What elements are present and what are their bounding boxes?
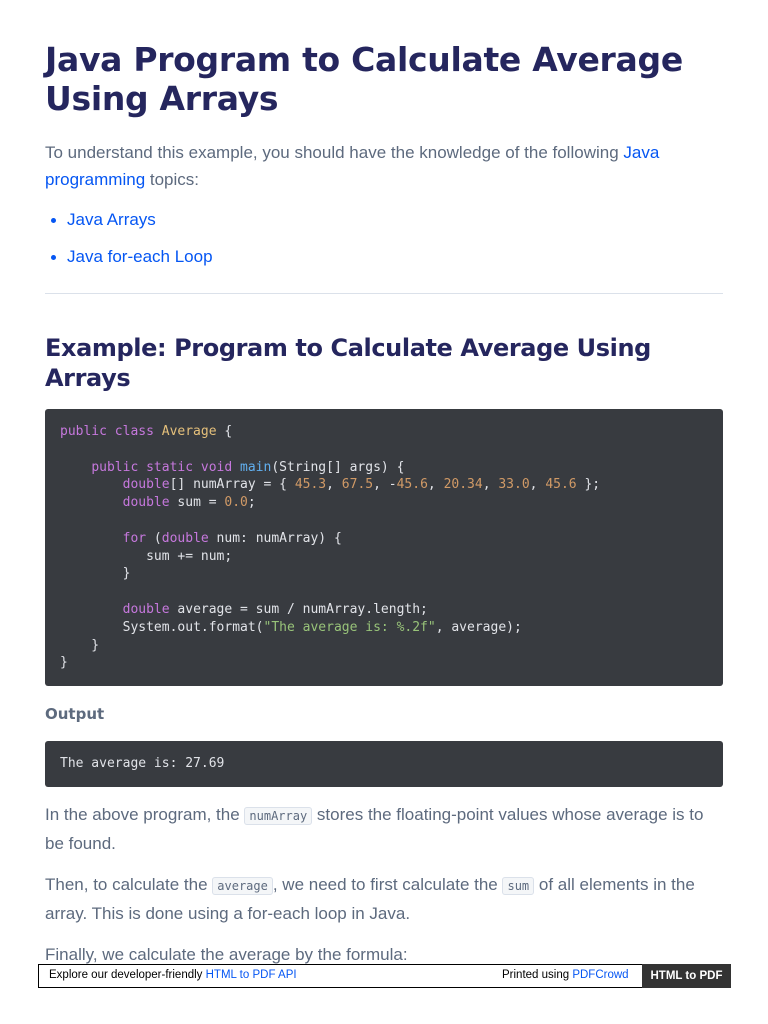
code-number: 45.6: [545, 477, 577, 493]
html-to-pdf-button[interactable]: HTML to PDF: [642, 964, 731, 988]
para-text: stores the floating-point values whose average is to be found.: [45, 805, 704, 854]
code-type: double: [122, 495, 170, 511]
code-type: double: [161, 530, 209, 546]
explanation-paragraph: Finally, we calculate the average by the formula:: [45, 945, 408, 965]
code-indent: [60, 620, 123, 635]
intro-paragraph: [45, 139, 723, 193]
code-line: [60, 476, 708, 494]
code-text: [] numArray = {: [169, 477, 295, 493]
footer-left: [49, 969, 297, 981]
explanation-paragraph: [45, 871, 723, 927]
para-text: , we need to first calculate the: [272, 875, 503, 895]
code-text: sum =: [169, 495, 225, 511]
code-keyword: public static void: [91, 459, 241, 475]
java-programming-link[interactable]: Java programming: [45, 143, 660, 189]
output-label: Output: [45, 705, 105, 724]
code-indent: [60, 602, 123, 617]
code-function-name: main: [240, 459, 272, 475]
list-item: [45, 209, 723, 231]
code-keyword: for: [122, 530, 147, 546]
code-line: }: [60, 566, 131, 582]
code-type: double: [122, 477, 170, 493]
topics-list: [45, 209, 723, 268]
code-type: double: [122, 601, 170, 617]
code-text: {: [216, 424, 233, 439]
article: [45, 40, 723, 968]
code-line: [60, 601, 708, 619]
para-text: Then, to calculate the: [45, 875, 213, 895]
inline-code: numArray: [244, 807, 312, 825]
code-sep: ,: [373, 477, 389, 493]
code-text: System.out.format(: [122, 619, 264, 635]
list-item: [45, 246, 723, 268]
code-indent: [60, 477, 123, 492]
code-indent: [60, 460, 91, 475]
footer-text: Explore our developer-friendly: [49, 969, 206, 981]
code-number: 67.5: [341, 477, 374, 493]
code-class-name: Average: [161, 424, 217, 439]
pdf-footer-bar: [38, 964, 731, 988]
intro-text: To understand this example, you should have the knowledge of the following: [45, 143, 624, 162]
pdfcrowd-link[interactable]: PDFCrowd: [572, 969, 629, 981]
code-sep: ,: [482, 477, 499, 493]
inline-code: sum: [502, 877, 534, 895]
code-sep: ,: [326, 477, 342, 493]
code-line: [60, 459, 708, 477]
code-line-blank: [60, 583, 708, 601]
code-indent: [60, 495, 123, 510]
explanation-paragraph: [45, 801, 723, 857]
code-operator: -: [388, 477, 397, 493]
code-indent: [60, 531, 123, 546]
page-title: Java Program to Calculate Average Using Arrays: [45, 40, 683, 118]
code-number: 45.3: [294, 477, 327, 493]
code-line: [60, 619, 708, 637]
code-keyword: public class: [60, 424, 162, 439]
code-line: [60, 423, 708, 441]
example-heading: Example: Program to Calculate Average Using Arrays: [45, 334, 651, 392]
output-block: The average is: 27.69: [45, 741, 723, 787]
code-number: 20.34: [443, 477, 483, 493]
para-text: In the above program, the: [45, 805, 245, 825]
code-line-blank: [60, 512, 708, 530]
code-text: ;: [247, 495, 256, 511]
code-text: (: [146, 530, 162, 546]
footer-mid: [502, 969, 629, 981]
code-block: [45, 409, 723, 686]
para-text: of all elements in the array. This is done using a for-each loop in Java.: [45, 875, 695, 924]
intro-text-end: topics:: [145, 170, 200, 189]
code-line: sum += num;: [60, 548, 233, 564]
footer-text: Printed using: [502, 969, 573, 981]
code-line: [60, 494, 708, 512]
code-number: 0.0: [224, 495, 248, 511]
code-number: 33.0: [498, 477, 530, 493]
code-text: (String[] args) {: [271, 459, 405, 475]
code-text: };: [576, 477, 601, 493]
bullet-icon: [51, 255, 56, 260]
code-text: average = sum / numArray.length;: [169, 601, 428, 617]
java-for-each-loop-link[interactable]: Java for-each Loop: [67, 247, 213, 266]
bullet-icon: [51, 218, 56, 223]
code-sep: ,: [427, 477, 444, 493]
code-sep: ,: [529, 477, 546, 493]
inline-code: average: [212, 877, 273, 895]
code-text: num: numArray) {: [208, 530, 342, 546]
code-line: }: [60, 655, 68, 671]
code-line: }: [60, 637, 100, 653]
code-number: 45.6: [396, 477, 428, 493]
code-string: "The average is: %.2f": [263, 619, 436, 635]
java-arrays-link[interactable]: Java Arrays: [67, 210, 156, 229]
divider: [45, 293, 723, 294]
html-to-pdf-api-link[interactable]: HTML to PDF API: [205, 969, 297, 981]
code-line: [60, 530, 708, 548]
code-line-blank: [60, 441, 708, 459]
code-text: , average);: [435, 619, 522, 635]
